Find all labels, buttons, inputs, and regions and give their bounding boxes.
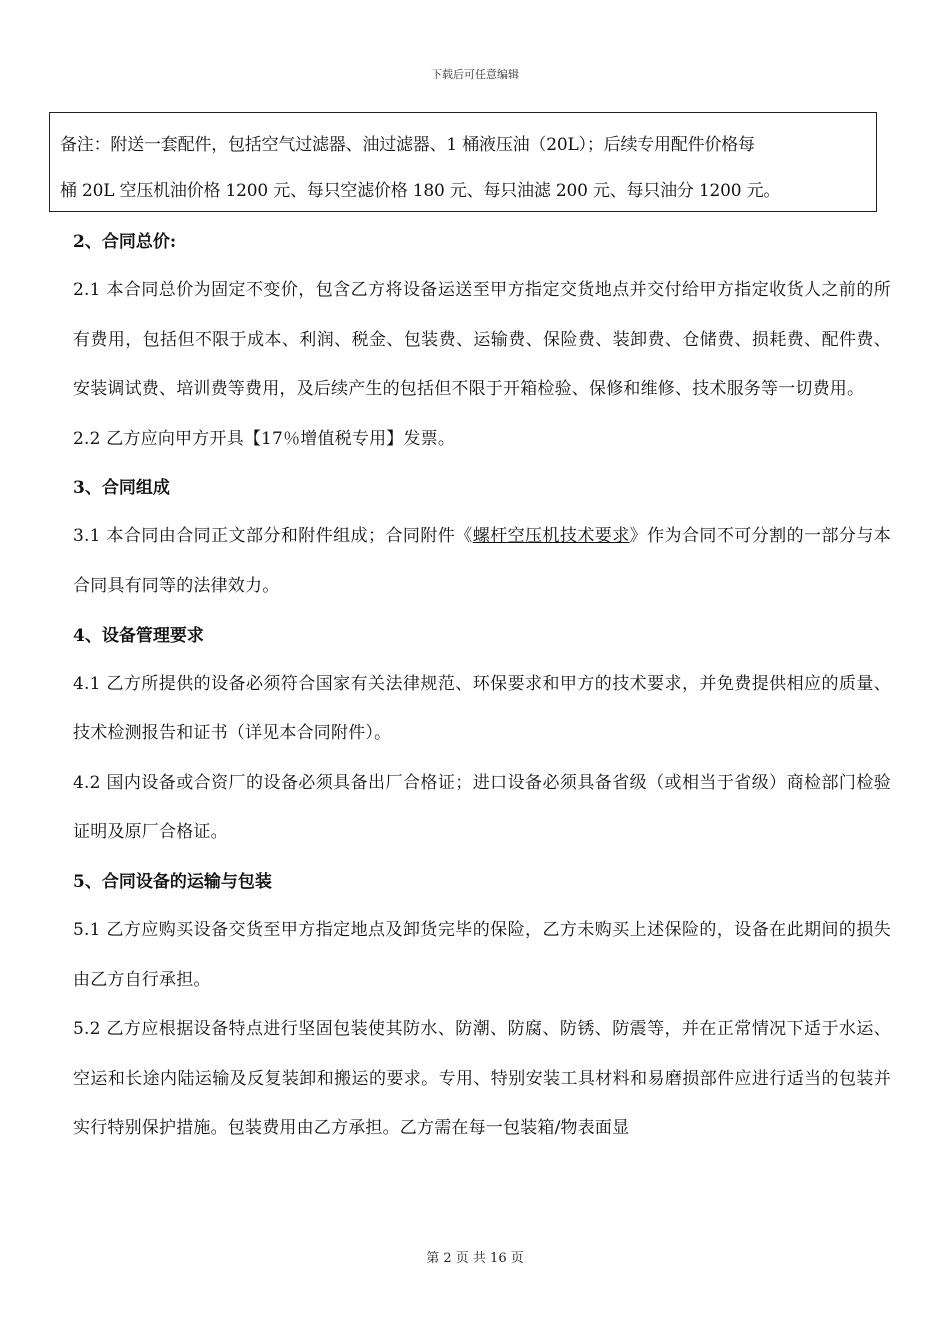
page-header: 下载后可任意编辑: [431, 68, 519, 81]
remarks-line-1: 备注：附送一套配件，包括空气过滤器、油过滤器、1 桶液压油（20L）；后续专用配件价格每: [60, 135, 755, 155]
clause-3-1-text-start: 3.1 本合同由合同正文部分和附件组成；合同附件《: [73, 526, 473, 547]
section-5-heading: 5、合同设备的运输与包装: [73, 871, 272, 892]
document-body: [73, 218, 891, 1154]
remarks-box: [49, 112, 877, 212]
remarks-line-2: 桶 20L 空压机油价格 1200 元、每只空滤价格 180 元、每只油滤 200 元、每只油分 1200 元。: [60, 181, 781, 201]
section-2-heading: 2、合同总价:: [73, 232, 177, 252]
clause-2-1: 2.1 本合同总价为固定不变价，包含乙方将设备运送至甲方指定交货地点并交付给甲方指定收货人之前的所有费用，包括但不限于成本、利润、税金、包装费、运输费、保险费、装卸费、仓储费、损耗费、配件费、安装调试费、培训费等费用，及后续产生的包括但不限于开箱检验、保修和维修、技术服务等一切费用。: [73, 280, 891, 400]
page-footer: 第 2 页 共 16 页: [426, 1251, 524, 1266]
clause-4-1: 4.1 乙方所提供的设备必须符合国家有关法律规范、环保要求和甲方的技术要求，并免费提供相应的质量、技术检测报告和证书（详见本合同附件）。: [73, 673, 891, 744]
clause-3-1: [73, 512, 891, 611]
clause-3-1-text-end: 》作为合同不可分割的一部分与本合同具有同等的法律效力。: [73, 526, 891, 596]
clause-5-2: 5.2 乙方应根据设备特点进行坚固包装使其防水、防潮、防腐、防锈、防震等，并在正常情况下适于水运、空运和长途内陆运输及反复装卸和搬运的要求。专用、特别安装工具材料和易磨损部件应进行适当的包装并实行特别保护措施。包装费用由乙方承担。乙方需在每一包装箱/物表面显: [73, 1019, 891, 1139]
clause-4-2: 4.2 国内设备或合资厂的设备必须具备出厂合格证；进口设备必须具备省级（或相当于省级）商检部门检验证明及原厂合格证。: [73, 772, 891, 843]
clause-2-2: 2.2 乙方应向甲方开具【17％增值税专用】发票。: [73, 428, 456, 449]
section-4-heading: 4、设备管理要求: [73, 625, 204, 646]
section-3-heading: 3、合同组成: [73, 478, 170, 499]
clause-5-1: 5.1 乙方应购买设备交货至甲方指定地点及卸货完毕的保险，乙方未购买上述保险的，设备在此期间的损失由乙方自行承担。: [73, 919, 891, 990]
attachment-title-link: 螺杆空压机技术要求: [472, 526, 630, 547]
